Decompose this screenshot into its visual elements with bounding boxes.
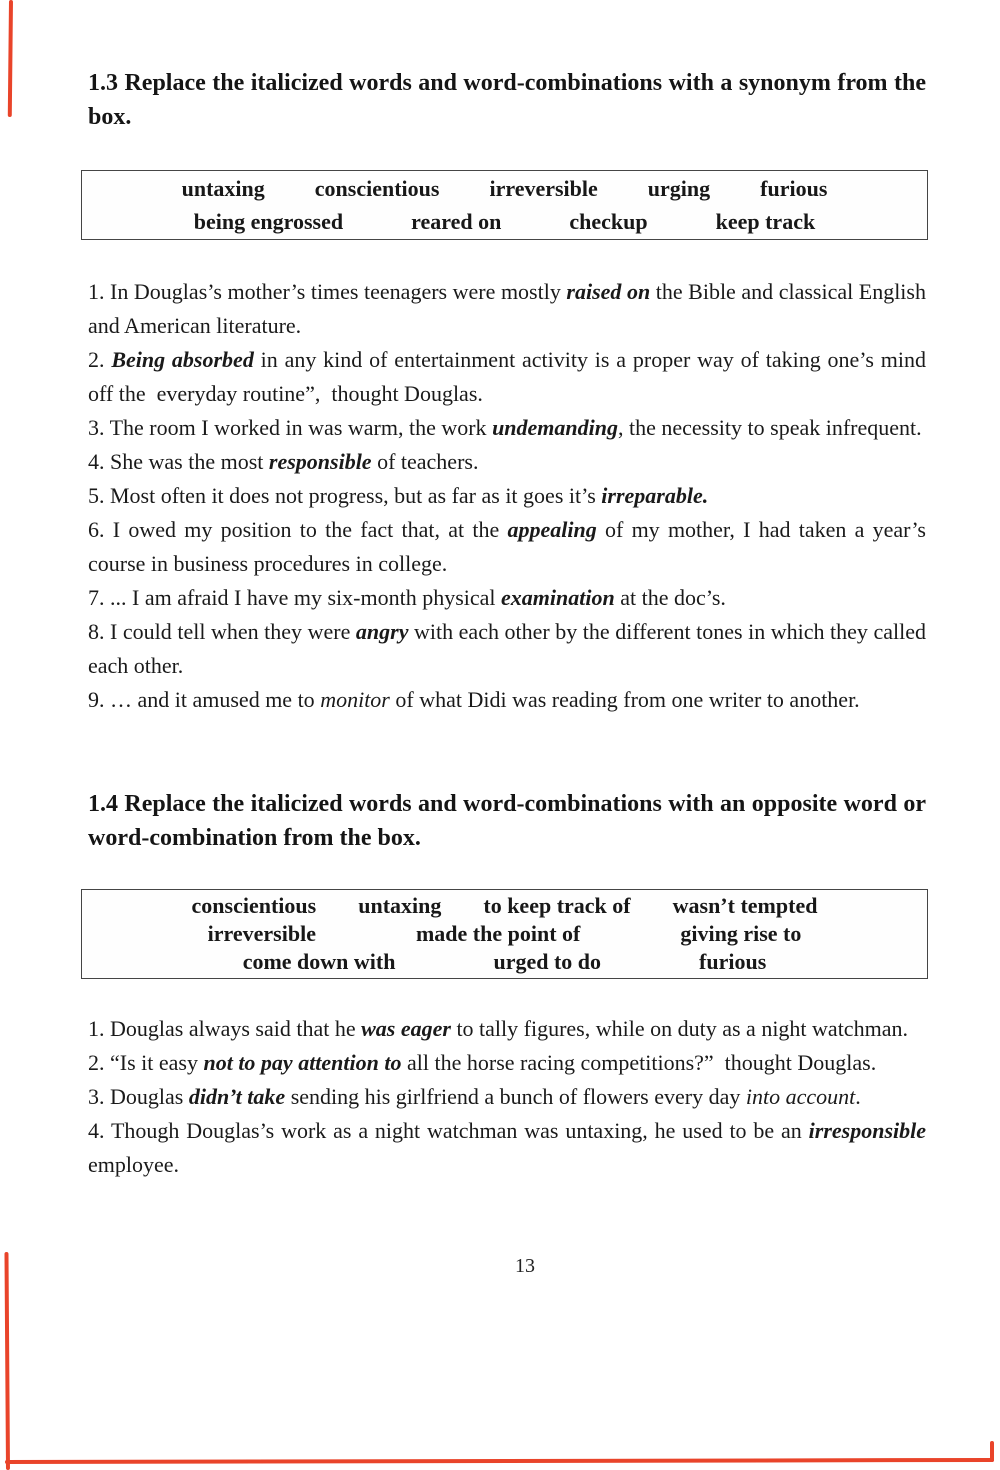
text-run: 6. I owed my position to the fact that, at the (88, 517, 508, 542)
text-run: Being absorbed (111, 347, 254, 372)
box-word: irreversible (489, 176, 598, 201)
text-run: to tally figures, while on duty as a night watchman. (450, 1016, 908, 1041)
exercise-item (88, 581, 926, 615)
box-word: urged to do (493, 949, 602, 974)
word-box-row (82, 948, 927, 976)
text-run: not to pay attention to (203, 1050, 402, 1075)
box-word: to keep track of (483, 893, 631, 918)
text-run: , the necessity to speak infrequent. (618, 415, 922, 440)
text-run: undemanding (492, 415, 618, 440)
text-run: 2. (88, 347, 112, 372)
text-run: with each other by the different tones in which they called each other. (88, 619, 926, 678)
box-word: wasn’t tempted (672, 893, 818, 918)
text-run: of my mother, I had taken a year’s course in business procedures in college. (88, 517, 926, 576)
exercise-item (88, 1080, 926, 1114)
exercise-item (88, 1012, 926, 1046)
text-run: monitor (320, 687, 390, 712)
box-word: keep track (715, 209, 816, 234)
text-run: appealing (507, 517, 597, 542)
text-run: raised on (566, 279, 651, 304)
box-word: giving rise to (680, 921, 802, 946)
text-run: 8. I could tell when they were (88, 619, 356, 644)
section-1-3-heading: 1.3 Replace the italicized words and word-combinations with a synonym from the box. (88, 70, 926, 130)
exercise-1-3-items (88, 275, 926, 717)
synonym-word-box (81, 170, 928, 240)
exercise-1-4-items (88, 1012, 926, 1182)
exercise-item (88, 513, 926, 581)
red-pen-mark-bottom-right (990, 1441, 994, 1462)
word-box-row (82, 205, 927, 238)
exercise-item (88, 615, 926, 683)
word-box-row (82, 172, 927, 205)
text-run: 1. In Douglas’s mother’s times teenagers were mostly (88, 279, 567, 304)
word-box-row (82, 892, 927, 920)
text-run: examination (501, 585, 615, 610)
text-run: 2. “Is it easy (88, 1050, 204, 1075)
box-word: come down with (242, 949, 396, 974)
text-run: employee. (88, 1152, 180, 1177)
text-run: was eager (361, 1016, 451, 1041)
box-word: furious (760, 176, 828, 201)
text-run: . (855, 1084, 861, 1109)
text-run: 7. ... I am afraid I have my six-month physical (88, 585, 502, 610)
text-run: 1. Douglas always said that he (88, 1016, 362, 1041)
text-run: in any kind of entertainment activity is a proper way of taking one’s mind off the everyday routine”, thought Douglas. (88, 347, 926, 406)
box-word: untaxing (358, 893, 442, 918)
text-run: 4. Though Douglas’s work as a night watchman was untaxing, he used to be an (88, 1118, 809, 1143)
text-run: didn’t take (188, 1084, 286, 1109)
page-number: 13 (515, 1255, 535, 1277)
red-pen-mark-bottom-left (4, 1252, 10, 1470)
box-word: furious (699, 949, 767, 974)
text-run: irresponsible (808, 1118, 926, 1143)
text-run: into account (745, 1084, 856, 1109)
exercise-item (88, 1114, 926, 1182)
text-run: responsible (268, 449, 372, 474)
box-word: conscientious (191, 893, 317, 918)
text-run: at the doc’s. (614, 585, 726, 610)
exercise-item (88, 1046, 926, 1080)
box-word: reared on (411, 209, 502, 234)
text-run: sending his girlfriend a bunch of flowers every day (285, 1084, 746, 1109)
box-word: made the point of (415, 921, 581, 946)
red-pen-mark-bottom (5, 1458, 994, 1464)
box-word: untaxing (181, 176, 265, 201)
box-word: checkup (569, 209, 648, 234)
antonym-word-box (81, 889, 928, 979)
box-word: irreversible (207, 921, 316, 946)
text-run: irreparable. (601, 483, 709, 508)
box-word: conscientious (314, 176, 440, 201)
exercise-item (88, 343, 926, 411)
text-run: 5. Most often it does not progress, but as far as it goes it’s (88, 483, 602, 508)
box-word: urging (647, 176, 711, 201)
text-run: 3. Douglas (88, 1084, 189, 1109)
box-word: being engrossed (193, 209, 344, 234)
text-run: of what Didi was reading from one writer to another. (389, 687, 860, 712)
section-1-4-heading: 1.4 Replace the italicized words and word-combinations with an opposite word or word-combination from the box. (88, 791, 926, 851)
word-box-row (82, 920, 927, 948)
exercise-item (88, 275, 926, 343)
exercise-item (88, 445, 926, 479)
text-run: 4. She was the most (88, 449, 269, 474)
exercise-item (88, 683, 926, 717)
exercise-item (88, 479, 926, 513)
text-run: all the horse racing competitions?” thought Douglas. (401, 1050, 877, 1075)
text-run: the Bible and classical English and American literature. (88, 279, 926, 338)
text-run: 9. … and it amused me to (88, 687, 321, 712)
text-run: 3. The room I worked in was warm, the work (88, 415, 493, 440)
text-run: angry (355, 619, 409, 644)
text-run: of teachers. (371, 449, 479, 474)
exercise-item (88, 411, 926, 445)
